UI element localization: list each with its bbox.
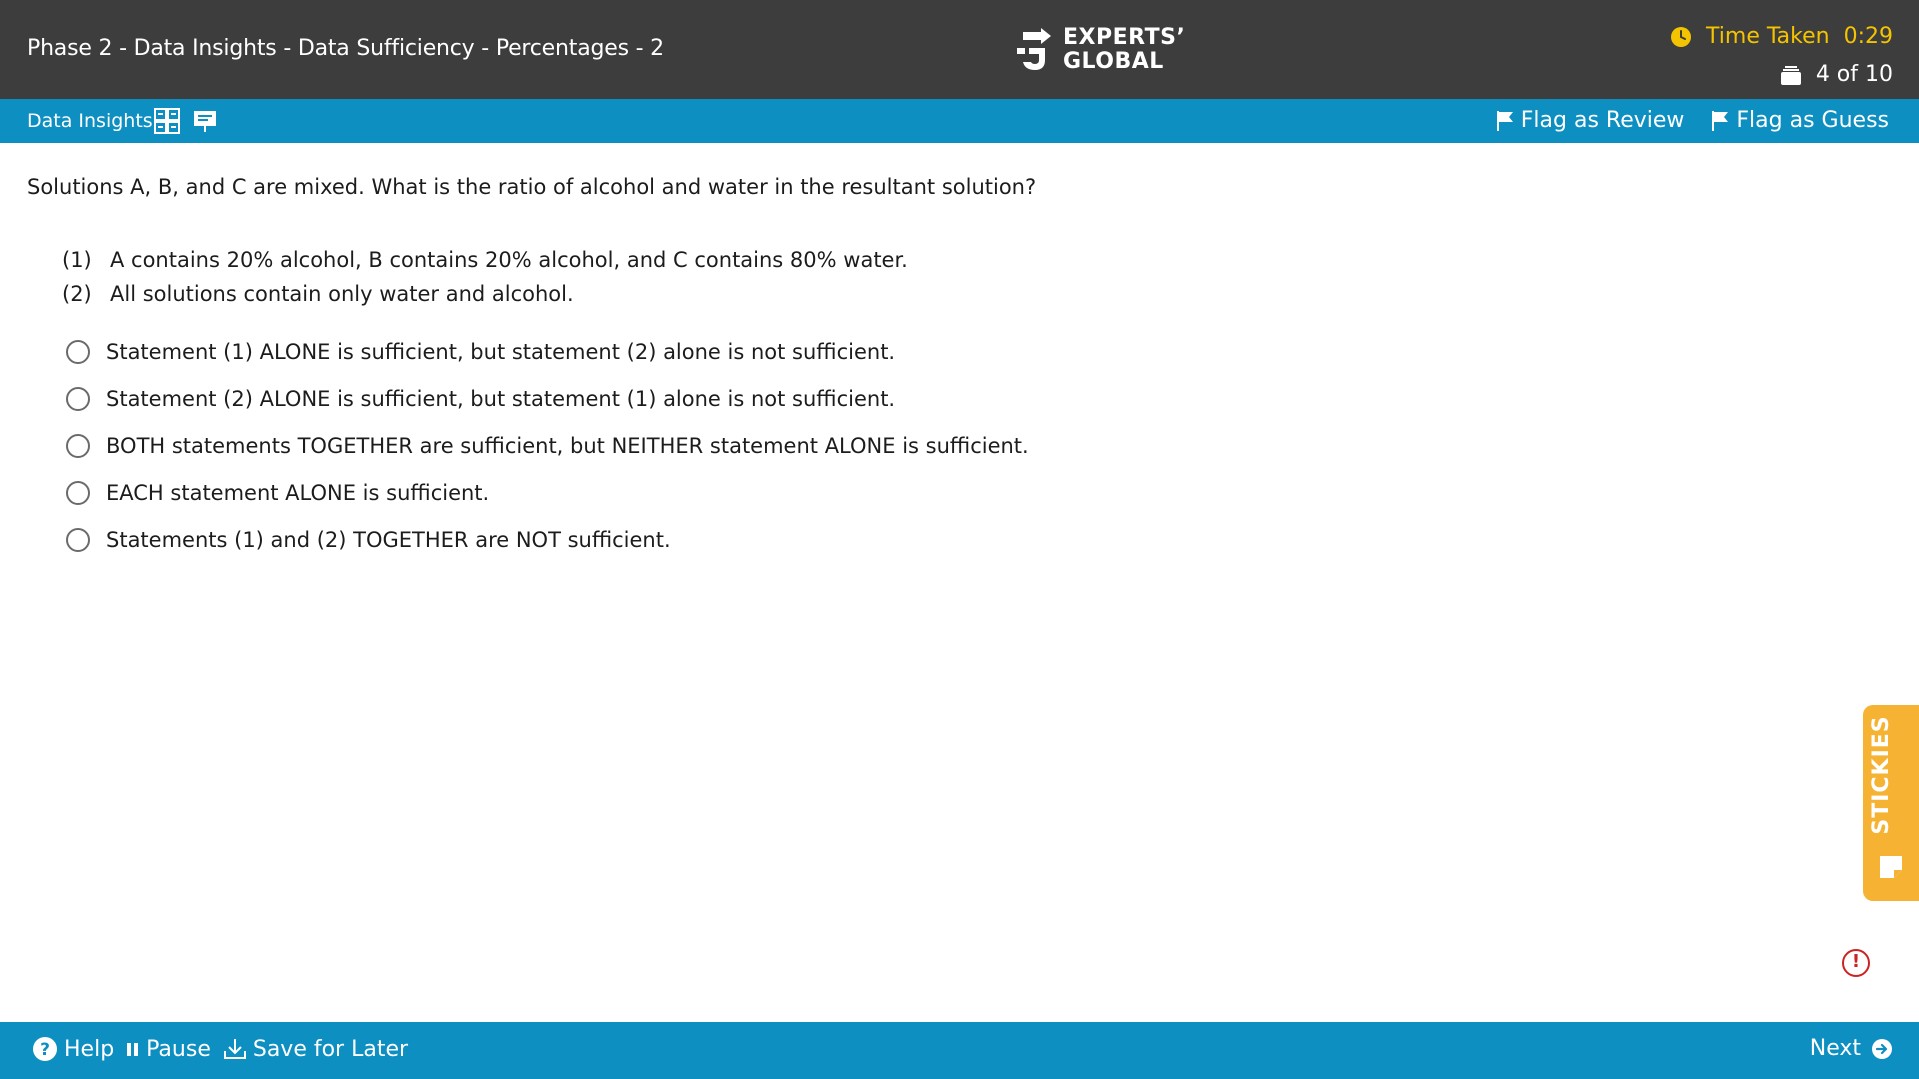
progress-text: 4 of 10 <box>1815 62 1893 87</box>
statement-1 <box>62 243 908 277</box>
save-label: Save for Later <box>252 1036 409 1062</box>
flag-as-guess-button[interactable] <box>1710 108 1889 133</box>
section-name: Data Insights <box>27 110 153 132</box>
section-tools <box>154 108 218 134</box>
help-icon <box>32 1036 58 1062</box>
statement-2 <box>62 277 908 311</box>
save-for-later-button[interactable] <box>223 1037 408 1062</box>
answer-options <box>66 328 1029 563</box>
radio-button[interactable] <box>66 481 90 505</box>
bottom-toolbar <box>0 1022 1919 1079</box>
next-label: Next <box>1809 1036 1861 1061</box>
next-button[interactable] <box>1810 1036 1893 1061</box>
flag-icon <box>1495 110 1515 132</box>
option-text: Statements (1) and (2) TOGETHER are NOT sufficient. <box>106 527 671 552</box>
download-icon <box>223 1037 247 1061</box>
statement-text: All solutions contain only water and alcohol. <box>110 282 574 306</box>
next-arrow-icon <box>1871 1038 1893 1060</box>
pause-button[interactable] <box>126 1037 211 1062</box>
logo-text-line2: GLOBAL <box>1063 49 1164 74</box>
sticky-note-icon <box>1877 853 1905 881</box>
answer-option-b[interactable] <box>66 375 1029 422</box>
pause-icon <box>126 1041 140 1057</box>
statements-list <box>62 243 908 311</box>
statement-number: (2) <box>62 282 92 306</box>
flag-review-label: Flag as Review <box>1520 108 1685 133</box>
flag-as-review-button[interactable] <box>1495 108 1685 133</box>
answer-option-d[interactable] <box>66 469 1029 516</box>
alert-icon[interactable]: ! <box>1842 949 1870 977</box>
answer-option-c[interactable] <box>66 422 1029 469</box>
top-header <box>0 0 1919 99</box>
flag-guess-label: Flag as Guess <box>1736 108 1889 133</box>
grid-view-icon[interactable] <box>154 108 180 134</box>
stickies-label: STICKIES <box>1869 715 1894 835</box>
pause-label: Pause <box>146 1036 211 1062</box>
option-text: Statement (2) ALONE is sufficient, but statement (1) alone is not sufficient. <box>106 386 896 411</box>
radio-button[interactable] <box>66 340 90 364</box>
flag-actions <box>1495 108 1889 133</box>
answer-option-e[interactable] <box>66 516 1029 563</box>
flag-icon <box>1710 110 1730 132</box>
question-stem: Solutions A, B, and C are mixed. What is the ratio of alcohol and water in the resultant solution? <box>27 175 1037 199</box>
time-label: Time Taken <box>1706 24 1830 49</box>
whiteboard-icon[interactable] <box>192 108 218 134</box>
option-text: Statement (1) ALONE is sufficient, but statement (2) alone is not sufficient. <box>106 339 896 364</box>
statement-text: A contains 20% alcohol, B contains 20% alcohol, and C contains 80% water. <box>110 248 908 272</box>
time-taken <box>1670 24 1893 49</box>
answer-option-a[interactable] <box>66 328 1029 375</box>
experts-global-logo <box>1015 26 1185 74</box>
radio-button[interactable] <box>66 434 90 458</box>
option-text: BOTH statements TOGETHER are sufficient, but NEITHER statement ALONE is sufficient. <box>106 433 1029 458</box>
logo-text-line1: EXPERTS’ <box>1063 25 1186 50</box>
svg-text:?: ? <box>40 1040 50 1060</box>
time-value: 0:29 <box>1843 24 1893 49</box>
page-title: Phase 2 - Data Insights - Data Sufficiency - Percentages - 2 <box>27 36 664 61</box>
stickies-tab[interactable] <box>1863 705 1919 901</box>
section-bar <box>0 99 1919 143</box>
statement-number: (1) <box>62 248 92 272</box>
option-text: EACH statement ALONE is sufficient. <box>106 480 490 505</box>
clock-icon <box>1670 26 1692 48</box>
help-label: Help <box>64 1036 115 1062</box>
experts-global-logo-icon <box>1015 26 1055 74</box>
radio-button[interactable] <box>66 387 90 411</box>
radio-button[interactable] <box>66 528 90 552</box>
question-stack-icon <box>1780 64 1802 86</box>
question-progress <box>1780 62 1893 87</box>
help-button[interactable] <box>32 1036 114 1062</box>
